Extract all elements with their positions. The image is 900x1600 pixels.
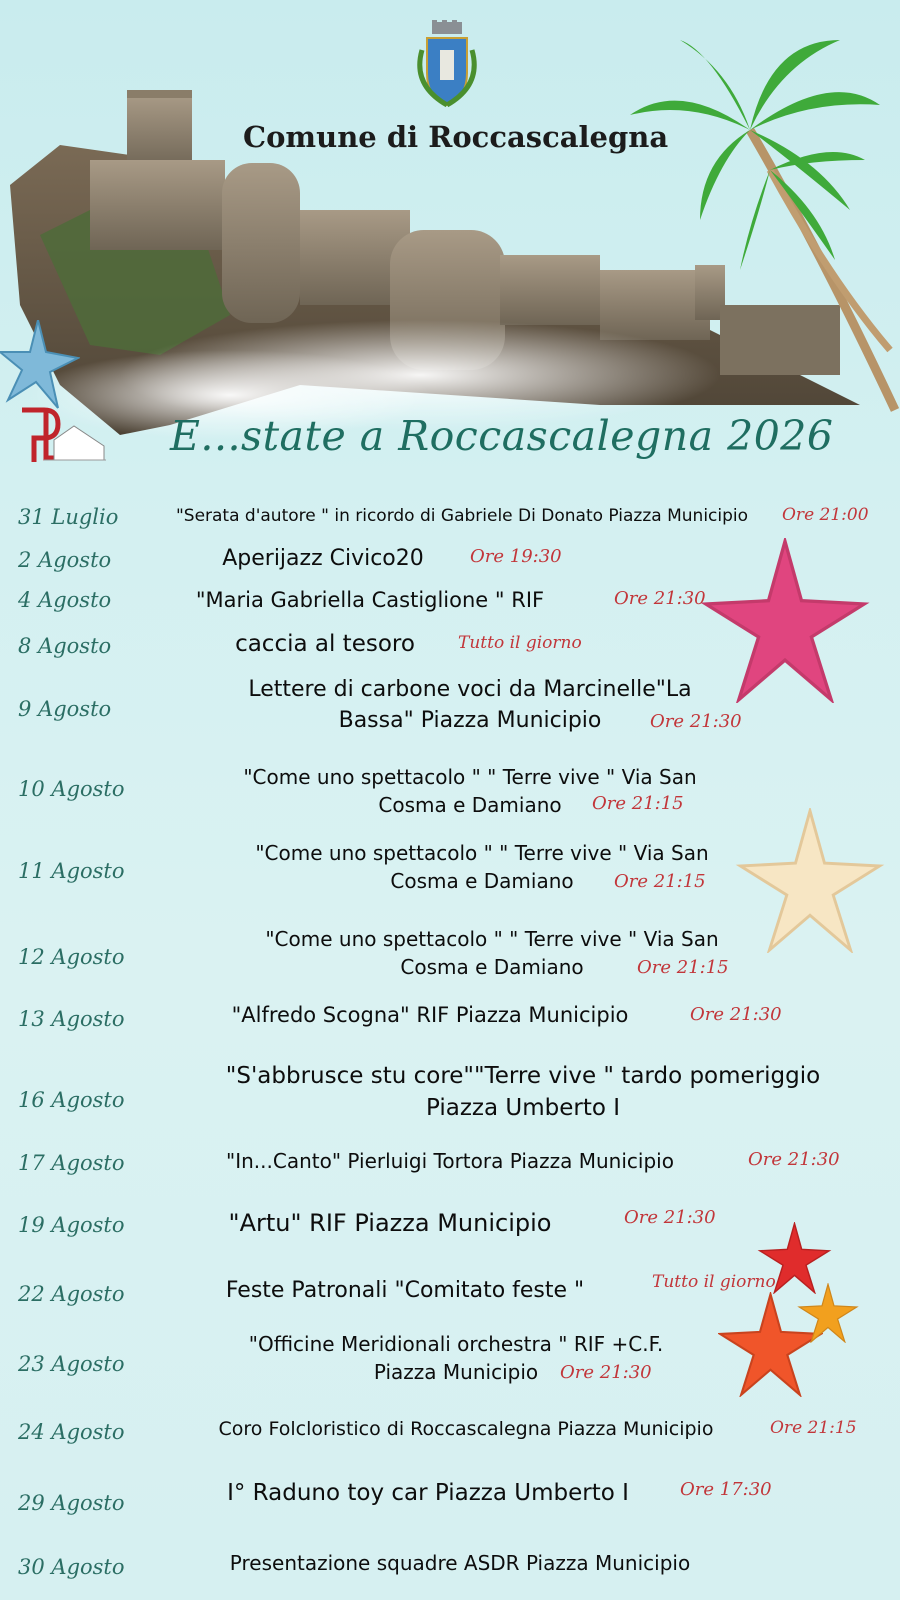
event-time: Ore 21:30 (614, 588, 706, 609)
event-description: "Alfredo Scogna" RIF Piazza Municipio (231, 1003, 629, 1027)
event-date: 10 Agosto (18, 777, 125, 801)
event-time: Ore 21:30 (748, 1149, 840, 1170)
event-description: Feste Patronali "Comitato feste " (225, 1278, 585, 1303)
event-time: Tutto il giorno (652, 1272, 776, 1292)
event-description: "Come uno spettacolo " " Terre vive " Via San Cosma e Damiano (265, 927, 719, 979)
event-description: I° Raduno toy car Piazza Umberto I (227, 1480, 629, 1506)
event-description: "S'abbrusce stu core""Terre vive " tardo pomeriggio Piazza Umberto I (225, 1063, 821, 1122)
event-time: Ore 21:00 (782, 505, 869, 525)
event-date: 4 Agosto (18, 588, 112, 612)
event-date: 9 Agosto (18, 697, 112, 721)
headline-title: E...state a Roccascalegna 2026 (170, 412, 834, 460)
event-date: 19 Agosto (18, 1213, 125, 1237)
event-time: Tutto il giorno (458, 633, 582, 653)
event-description: Presentazione squadre ASDR Piazza Municipio (229, 1551, 691, 1575)
event-description: "In...Canto" Pierluigi Tortora Piazza Municipio (226, 1149, 674, 1173)
event-description: Lettere di carbone voci da Marcinelle"La Bassa" Piazza Municipio (248, 677, 692, 733)
event-time: Ore 21:30 (650, 711, 742, 732)
event-date: 24 Agosto (18, 1420, 125, 1444)
event-time: Ore 21:15 (770, 1418, 857, 1438)
pro-loco-logo (14, 400, 110, 472)
event-time: Ore 21:15 (637, 957, 729, 978)
blue-starfish-decoration (0, 320, 80, 410)
event-date: 23 Agosto (18, 1352, 125, 1376)
event-description: "Artu" RIF Piazza Municipio (228, 1209, 552, 1237)
event-date: 30 Agosto (18, 1555, 125, 1579)
event-description: "Come uno spettacolo " " Terre vive " Via San Cosma e Damiano (255, 841, 709, 893)
event-time: Ore 19:30 (470, 546, 562, 567)
yellow-starfish-decoration (797, 1283, 859, 1343)
event-time: Ore 21:15 (614, 871, 706, 892)
event-description: "Officine Meridionali orchestra " RIF +C.F. Piazza Municipio (248, 1332, 664, 1384)
coat-of-arms-emblem (412, 20, 482, 110)
event-date: 16 Agosto (18, 1088, 125, 1112)
event-time: Ore 21:30 (690, 1004, 782, 1025)
event-time: Ore 17:30 (680, 1479, 772, 1500)
event-date: 29 Agosto (18, 1491, 125, 1515)
municipality-name: Comune di Roccascalegna (243, 120, 669, 154)
event-time: Ore 21:30 (560, 1362, 652, 1383)
event-time: Ore 21:15 (592, 793, 684, 814)
event-time: Ore 21:30 (624, 1207, 716, 1228)
event-description: caccia al tesoro (235, 631, 415, 657)
event-description: "Maria Gabriella Castiglione " RIF (195, 588, 545, 612)
event-date: 12 Agosto (18, 945, 125, 969)
event-description: Coro Folcloristico di Roccascalegna Piazza Municipio (218, 1418, 714, 1440)
event-date: 31 Luglio (18, 505, 119, 529)
palm-trees-illustration (620, 20, 900, 420)
event-date: 11 Agosto (18, 859, 125, 883)
event-description: Aperijazz Civico20 (222, 546, 424, 571)
event-date: 22 Agosto (18, 1282, 125, 1306)
event-date: 13 Agosto (18, 1007, 125, 1031)
event-date: 8 Agosto (18, 634, 112, 658)
event-description: "Come uno spettacolo " " Terre vive " Via San Cosma e Damiano (243, 765, 697, 817)
event-date: 2 Agosto (18, 548, 112, 572)
event-date: 17 Agosto (18, 1151, 125, 1175)
event-description: "Serata d'autore " in ricordo di Gabriele Di Donato Piazza Municipio (175, 506, 749, 526)
